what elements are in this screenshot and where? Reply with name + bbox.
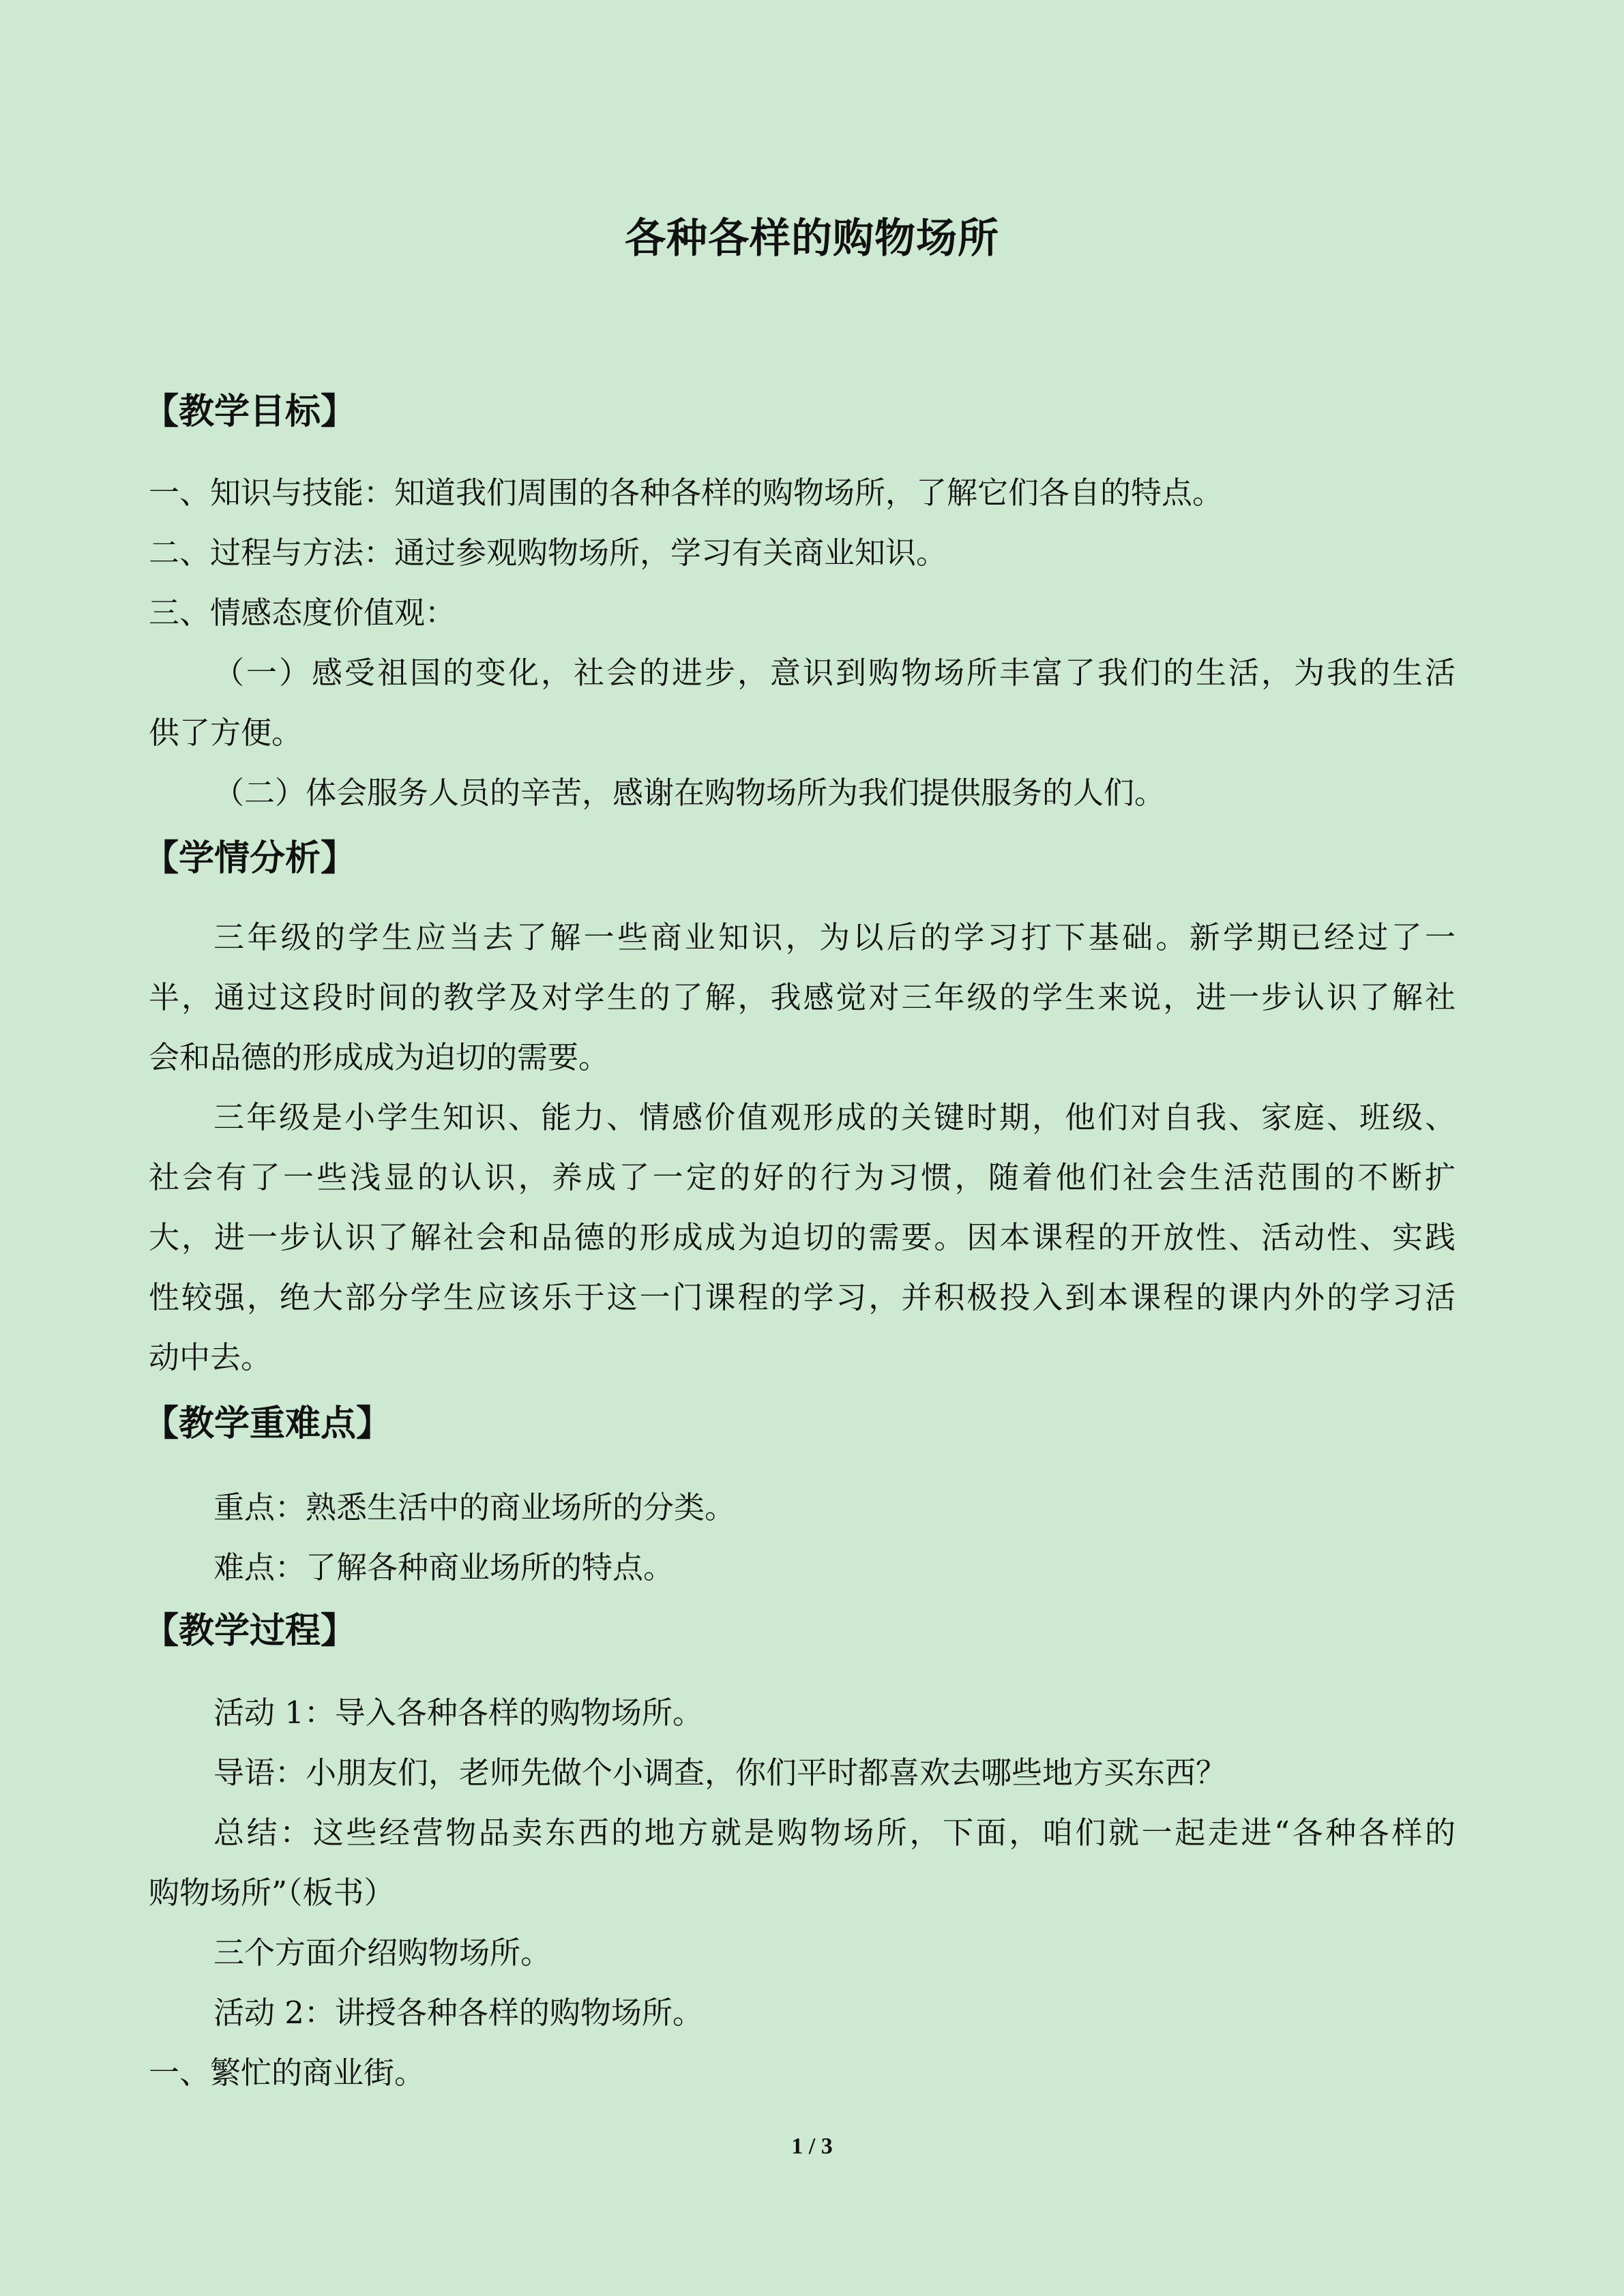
objectives-line-3: 三、情感态度价值观：	[149, 595, 456, 631]
process-line-7: 一、繁忙的商业街。	[149, 2055, 426, 2091]
analysis-line-7: 性较强，绝大部分学生应该乐于这一门课程的学习，并积极投入到本课程的课内外的学习活	[149, 1279, 1456, 1315]
objectives-line-6: （二）体会服务人员的辛苦，感谢在购物场所为我们提供服务的人们。	[213, 775, 1166, 811]
objectives-line-4: （一）感受祖国的变化，社会的进步，意识到购物场所丰富了我们的生活，为我的生活	[213, 655, 1456, 691]
heading-keypoints: 【教学重难点】	[143, 1403, 392, 1444]
process-line-4: 购物场所”（板书）	[149, 1875, 395, 1911]
process-line-5: 三个方面介绍购物场所。	[213, 1935, 552, 1971]
process-line-6: 活动 2：讲授各种各样的购物场所。	[213, 1995, 703, 2031]
analysis-line-2: 半，通过这段时间的教学及对学生的了解，我感觉对三年级的学生来说，进一步认识了解社	[149, 979, 1456, 1015]
keypoints-line-2: 难点：了解各种商业场所的特点。	[213, 1549, 675, 1585]
analysis-line-8: 动中去。	[149, 1339, 272, 1375]
analysis-line-6: 大，进一步认识了解社会和品德的形成成为迫切的需要。因本课程的开放性、活动性、实践	[149, 1219, 1456, 1255]
analysis-line-1: 三年级的学生应当去了解一些商业知识，为以后的学习打下基础。新学期已经过了一	[213, 919, 1456, 955]
analysis-line-3: 会和品德的形成成为迫切的需要。	[149, 1039, 610, 1075]
analysis-line-5: 社会有了一些浅显的认识，养成了一定的好的行为习惯，随着他们社会生活范围的不断扩	[149, 1159, 1456, 1195]
process-line-3: 总结：这些经营物品卖东西的地方就是购物场所，下面，咱们就一起走进“各种各样的	[213, 1815, 1456, 1851]
objectives-line-1: 一、知识与技能：知道我们周围的各种各样的购物场所，了解它们各自的特点。	[149, 475, 1224, 511]
process-line-2: 导语：小朋友们，老师先做个小调查，你们平时都喜欢去哪些地方买东西？	[213, 1755, 1227, 1791]
heading-analysis: 【学情分析】	[143, 838, 357, 879]
objectives-line-5: 供了方便。	[149, 715, 303, 751]
process-line-1: 活动 1：导入各种各样的购物场所。	[213, 1695, 703, 1731]
analysis-line-4: 三年级是小学生知识、能力、情感价值观形成的关键时期，他们对自我、家庭、班级、	[213, 1099, 1456, 1135]
heading-process: 【教学过程】	[143, 1611, 357, 1652]
heading-objectives: 【教学目标】	[143, 391, 357, 432]
objectives-line-2: 二、过程与方法：通过参观购物场所，学习有关商业知识。	[149, 535, 947, 571]
keypoints-line-1: 重点：熟悉生活中的商业场所的分类。	[213, 1489, 736, 1525]
page-number: 1 / 3	[791, 2134, 833, 2159]
page-title: 各种各样的购物场所	[625, 215, 999, 263]
